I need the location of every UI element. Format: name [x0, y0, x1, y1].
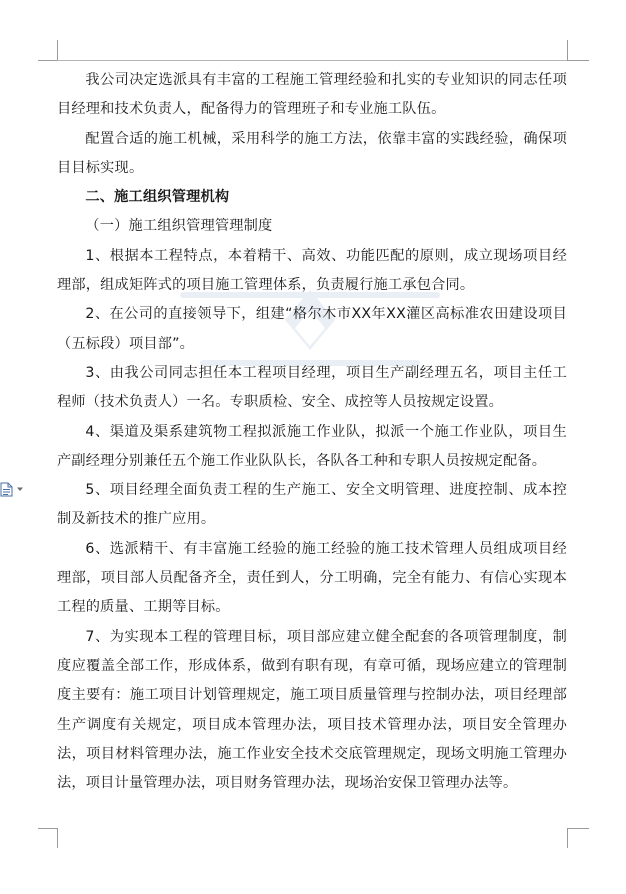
document-icon — [0, 482, 13, 497]
paragraph: 5、项目经理全面负责工程的生产施工、安全文明管理、进度控制、成本控制及新技术的推广应用。 — [57, 482, 567, 528]
crop-mark-bottom-right — [567, 828, 568, 848]
paragraph: 我公司决定选派具有丰富的工程施工管理经验和扎实的专业知识的同志任项目经理和技术负责人，配备得力的管理班子和专业施工队伍。 — [57, 72, 567, 118]
crop-mark-bottom-right — [567, 828, 589, 829]
header-rule — [57, 60, 567, 61]
paragraph: 6、选派精干、有丰富施工经验的施工经验的施工技术管理人员组成项目经理部，项目部人员配备齐全，责任到人，分工明确，完全有能力、有信心实现本工程的质量、工期等目标。 — [57, 540, 567, 616]
crop-mark-top-right — [567, 60, 589, 61]
section-heading: 二、施工组织管理机构 — [85, 189, 230, 206]
crop-mark-top-right — [567, 40, 568, 60]
crop-mark-bottom-left — [57, 828, 58, 848]
document-body — [57, 66, 567, 798]
crop-mark-top-left — [57, 40, 58, 60]
subsection-heading: （一）施工组织管理管理制度 — [85, 218, 273, 235]
paragraph: 配置合适的施工机械，采用科学的施工方法，依靠丰富的实践经验，确保项目目标实现。 — [57, 130, 567, 176]
paragraph: 1、根据本工程特点，本着精干、高效、功能匹配的原则，成立现场项目经理部，组成矩阵式的项目施工管理体系，负责履行施工承包合同。 — [57, 247, 567, 294]
crop-mark-bottom-left — [38, 828, 57, 829]
paragraph: 2、在公司的直接领导下，组建“格尔木市XX年XX灌区高标准农田建设项目（五标段）项目部”。 — [57, 306, 567, 352]
crop-mark-top-left — [38, 60, 57, 61]
paragraph-options-button[interactable] — [0, 481, 24, 497]
chevron-down-icon — [16, 485, 24, 493]
paragraph: 7、为实现本工程的管理目标，项目部应建立健全配套的各项管理制度，制度应覆盖全部工作，形成体系，做到有职有现，有章可循，现场应建立的管理制度主要有：施工项目计划管理规定，施工项目质量管理与控制办法，项目经理部生产调度有关规定，项目成本管理办法，项目技术管理办法，项目安全管理办法，项目材料管理办法，施工作业安全技术交底管理规定，现场文明施工管理办法，项目计量管理办法，项目财务管理办法，现场治安保卫管理办法等。 — [57, 628, 567, 792]
paragraph: 4、渠道及渠系建筑物工程拟派施工作业队，拟派一个施工作业队，项目生产副经理分别兼任五个施工作业队队长，各队各工种和专职人员按规定配备。 — [57, 423, 567, 469]
paragraph: 3、由我公司同志担任本工程项目经理，项目生产副经理五名，项目主任工程师（技术负责人）一名。专职质检、安全、成控等人员按规定设置。 — [57, 364, 567, 411]
